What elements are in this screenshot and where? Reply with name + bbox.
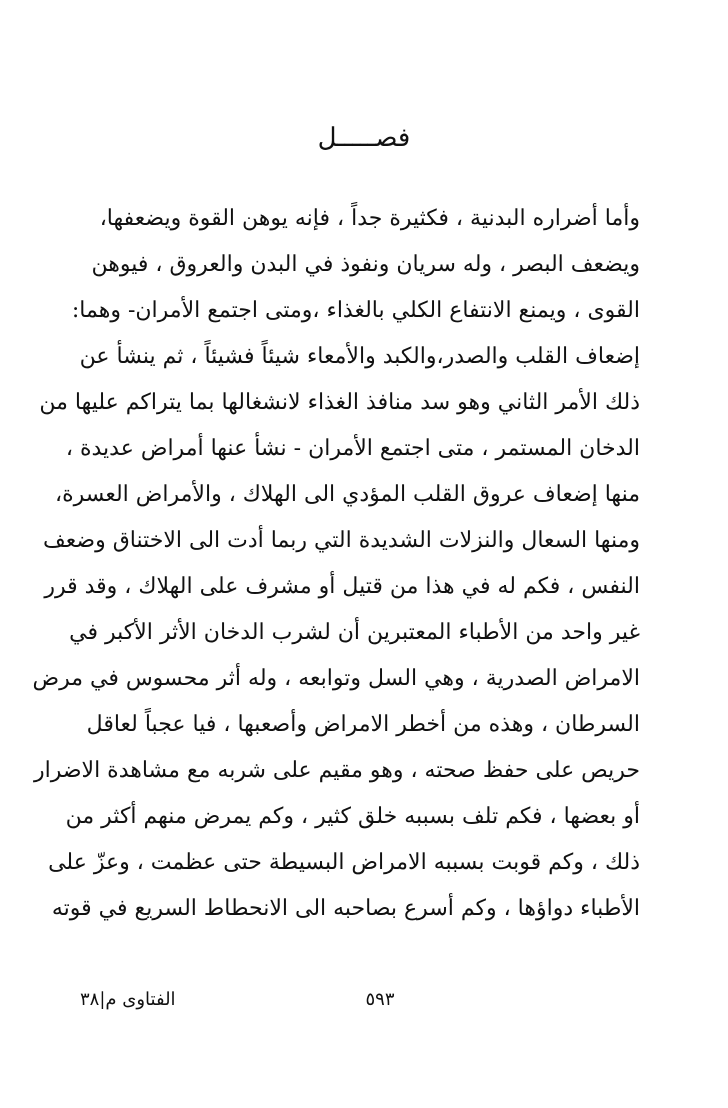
page-footer bbox=[80, 985, 680, 1015]
text-line: ومنها السعال والنزلات الشديدة التي ربما أدت الى الاختناق وضعف bbox=[43, 528, 640, 553]
text-line: الدخان المستمر ، متى اجتمع الأمران - نشأ عنها أمراض عديدة ، bbox=[65, 436, 640, 461]
text-line: الأطباء دواؤها ، وكم أسرع بصاحبه الى الانحطاط السريع في قوته bbox=[51, 896, 640, 921]
book-signature: الفتاوى م|٣٨ bbox=[80, 989, 176, 1010]
text-line: أو بعضها ، فكم تلف بسببه خلق كثير ، وكم يمرض منهم أكثر من bbox=[65, 804, 640, 829]
body-text bbox=[32, 196, 640, 932]
text-line: الامراض الصدرية ، وهي السل وتوابعه ، وله أثر محسوس في مرض bbox=[32, 666, 640, 691]
text-line: منها إضعاف عروق القلب المؤدي الى الهلاك ، والأمراض العسرة، bbox=[54, 482, 640, 507]
text-line: ذلك ، وكم قوبت بسببه الامراض البسيطة حتى عظمت ، وعزّ على bbox=[48, 850, 640, 875]
text-line: النفس ، فكم له في هذا من قتيل أو مشرف على الهلاك ، وقد قرر bbox=[44, 574, 640, 599]
section-heading: فصـــــل bbox=[317, 123, 411, 153]
text-line: إضعاف القلب والصدر،والكبد والأمعاء شيئاً فشيئاً ، ثم ينشأ عن bbox=[79, 344, 640, 369]
page-number: ٥٩٣ bbox=[365, 989, 395, 1010]
text-line: ويضعف البصر ، وله سريان ونفوذ في البدن والعروق ، فيوهن bbox=[91, 252, 640, 277]
text-line: السرطان ، وهذه من أخطر الامراض وأصعبها ، فيا عجباً لعاقل bbox=[86, 712, 640, 737]
text-line: حريص على حفظ صحته ، وهو مقيم على شربه مع مشاهدة الاضرار bbox=[33, 758, 640, 783]
text-line: وأما أضراره البدنية ، فكثيرة جداً ، فإنه يوهن القوة ويضعفها، bbox=[99, 206, 640, 231]
text-line: ذلك الأمر الثاني وهو سد منافذ الغذاء لانشغالها بما يتراكم عليها من bbox=[39, 390, 640, 415]
text-line: القوى ، ويمنع الانتفاع الكلي بالغذاء ،ومتى اجتمع الأمران- وهما: bbox=[71, 298, 640, 323]
text-line: غير واحد من الأطباء المعتبرين أن لشرب الدخان الأثر الأكبر في bbox=[69, 620, 640, 645]
